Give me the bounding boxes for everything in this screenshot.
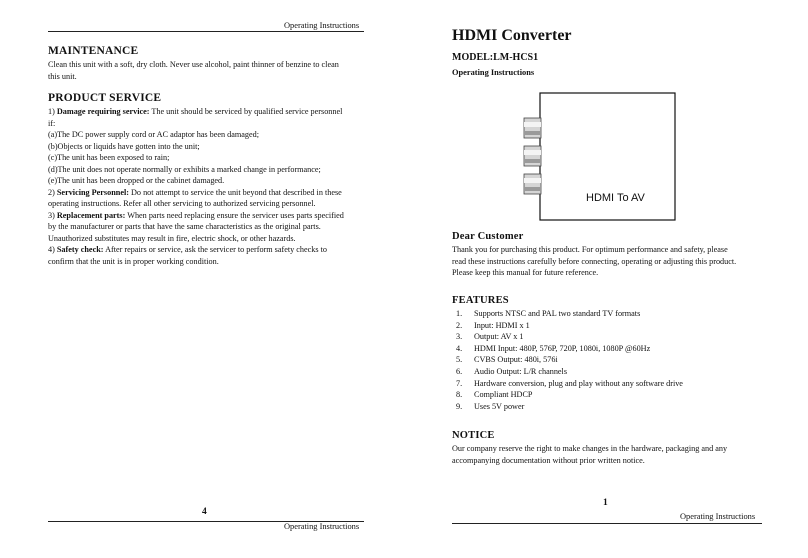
maintenance-title: MAINTENANCE [48,45,139,57]
service-item-1-text: The unit should be serviced by qualified service personnel [149,107,343,116]
service-case-a: (a)The DC power supply cord or AC adaptor has been damaged; [48,130,259,139]
service-case-e: (e)The unit has been dropped or the cabinet damaged. [48,176,225,185]
service-item-1 [48,106,364,118]
dear-customer-line-3: Please keep this manual for future reference. [452,268,599,277]
feature-text: Input: HDMI x 1 [474,320,530,330]
service-item-3-heading: Replacement parts: [56,210,126,220]
features-section [452,295,764,412]
product-service-title: PRODUCT SERVICE [48,92,162,104]
feature-text: Output: AV x 1 [474,332,524,342]
feature-item [452,401,764,413]
connector-bottom [524,174,541,194]
maintenance-line-2: this unit. [48,71,77,81]
notice-title: NOTICE [452,430,495,441]
maintenance-section [48,45,364,82]
service-item-3-text: When parts need replacing ensure the servicer uses parts specified [125,210,344,220]
service-item-4-text: After repairs or service, ask the servicer to perform safety checks to [103,245,327,254]
connector-top [524,118,541,138]
feature-number: 7. [456,378,463,388]
right-footer-rule [452,523,762,524]
notice-line-1: Our company reserve the right to make changes in the hardware, packaging and any [452,444,728,453]
left-header: Operating Instructions [284,21,360,30]
feature-number: 8. [456,390,463,400]
service-item-3-prefix: 3) [48,210,57,220]
features-list [452,308,764,412]
service-item-2-heading: Servicing Personnel: [56,187,129,197]
feature-number: 3. [456,332,463,342]
left-footer: Operating Instructions [284,522,360,531]
feature-item [452,320,764,332]
feature-number: 6. [456,366,463,376]
feature-item [452,308,764,320]
feature-number: 5. [456,355,463,365]
right-footer: Operating Instructions [680,512,756,521]
service-item-4-line-2: confirm that the unit is in proper working condition. [48,256,219,266]
feature-item [452,378,764,390]
feature-item [452,366,764,378]
feature-text: CVBS Output: 480i, 576i [474,355,558,365]
product-service-section [48,92,364,267]
service-item-4 [48,244,364,256]
feature-number: 9. [456,401,463,411]
feature-text: Audio Output: L/R channels [474,366,568,376]
dear-customer-line-2: read these instructions carefully before connecting, operating or adjusting this product. [452,256,737,266]
dear-customer-section [452,231,764,279]
service-item-2-text: Do not attempt to service the unit beyond that described in these [128,187,342,197]
left-page-number: 4 [202,507,207,517]
feature-text: Uses 5V power [474,401,525,411]
notice-section [452,430,764,466]
notice-line-2: accompanying documentation without prior written notice. [452,455,645,465]
feature-text: Compliant HDCP [474,390,533,400]
dear-customer-line-1: Thank you for purchasing this product. For optimum performance and safety, please [452,245,728,254]
feature-number: 4. [456,343,463,353]
service-case-d: (d)The unit does not operate normally or exhibits a marked change in performance; [48,164,321,174]
right-page-number: 1 [603,498,608,508]
feature-text: HDMI Input: 480P, 576P, 720P, 1080i, 1080P @60Hz [474,343,651,353]
service-item-2-prefix: 2) [48,187,57,197]
device-label: HDMI To AV [586,192,645,204]
feature-number: 2. [456,320,463,330]
left-header-rule [48,31,364,32]
service-case-b: (b)Objects or liquids have gotten into the unit; [48,141,200,151]
connector-middle [524,146,541,166]
feature-item [452,343,764,355]
service-item-3-line-3: Unauthorized substitutes may result in fire, electric shock, or other hazards. [48,233,296,243]
feature-number: 1. [456,309,463,318]
service-item-1-prefix: 1) [48,107,57,116]
feature-text: Hardware conversion, plug and play without any software drive [474,378,683,388]
feature-text: Supports NTSC and PAL two standard TV formats [474,309,641,318]
feature-item [452,331,764,343]
dear-customer-title: Dear Customer [452,231,524,242]
service-item-4-heading: Safety check: [56,245,104,254]
features-title: FEATURES [452,295,509,306]
service-item-2 [48,187,364,199]
service-item-2-line-2: operating instructions. Refer all other servicing to authorized servicing personnel. [48,199,316,208]
model-number: MODEL:LM-HCS1 [452,52,539,63]
document-subtitle: Operating Instructions [452,68,535,77]
service-item-3 [48,210,364,222]
service-case-c: (c)The unit has been exposed to rain; [48,153,170,162]
maintenance-line-1: Clean this unit with a soft, dry cloth. Never use alcohol, paint thinner of benzine to clean [48,60,339,69]
service-item-4-prefix: 4) [48,245,57,254]
feature-item [452,354,764,366]
service-item-3-line-2: by the manufacturer or parts that have the same characteristics as the original parts. [48,222,321,231]
service-item-1-if: if: [48,118,56,128]
document-title: HDMI Converter [452,27,572,44]
feature-item [452,389,764,401]
service-item-1-heading: Damage requiring service: [56,107,150,116]
